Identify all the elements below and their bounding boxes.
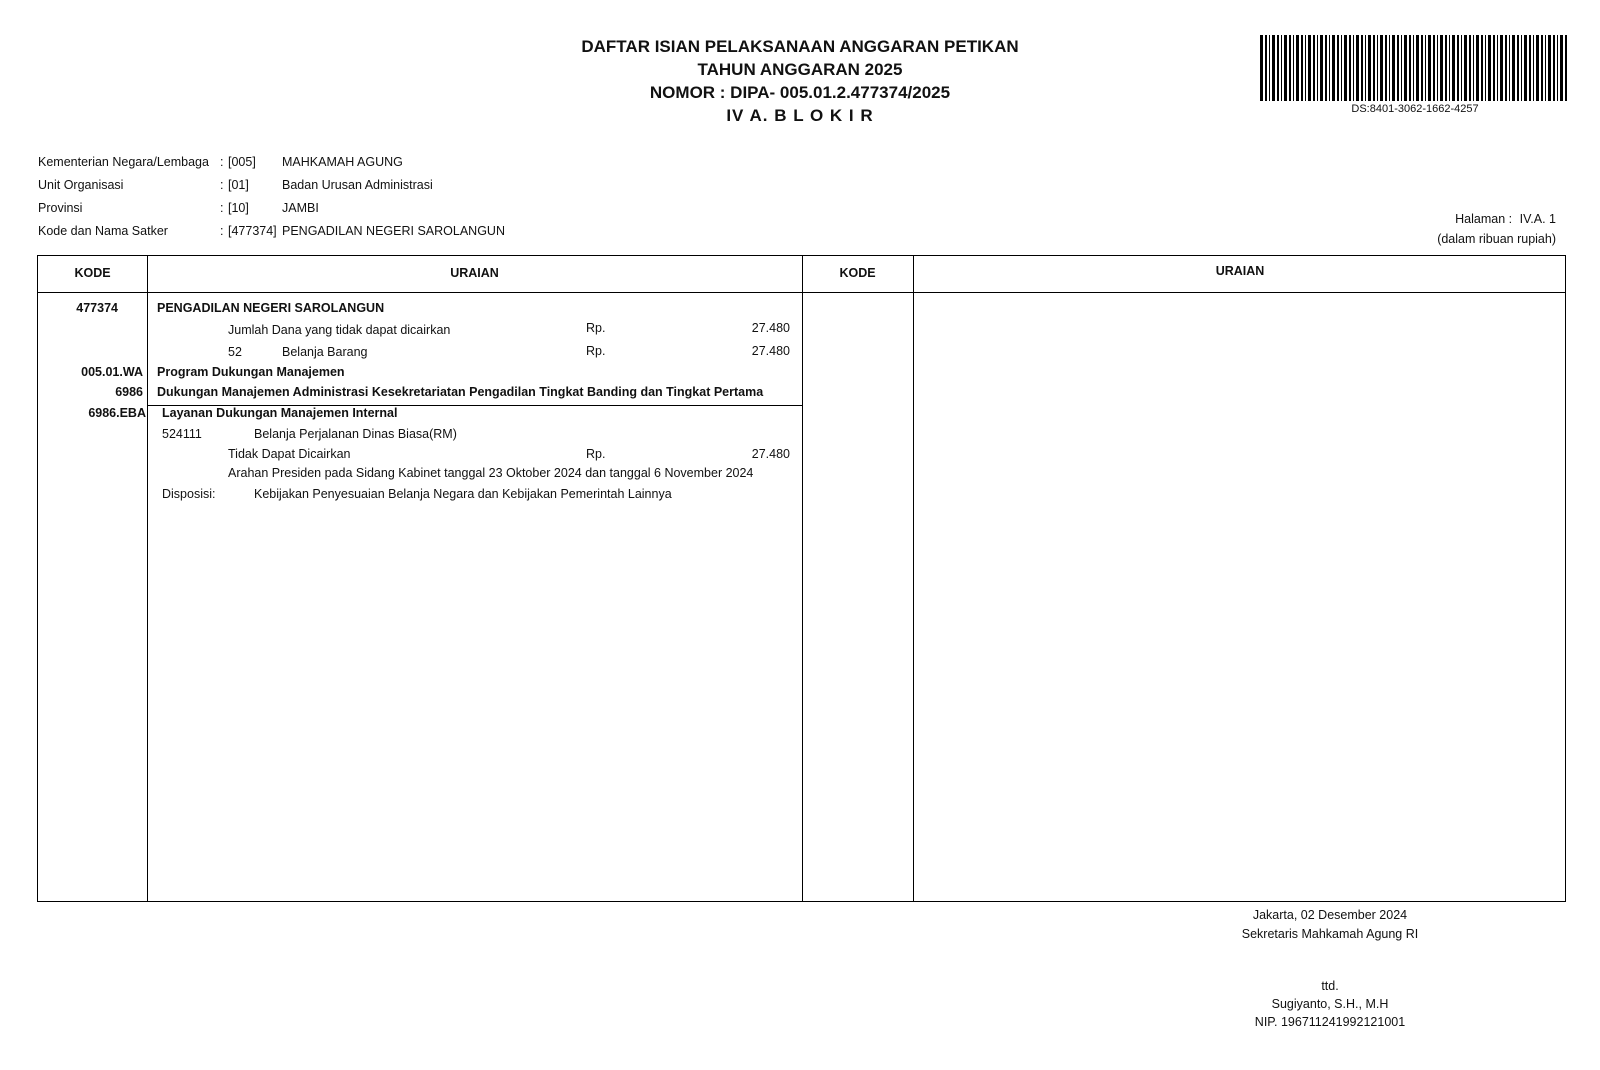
barcode-bar — [1485, 35, 1486, 101]
disposisi-value: Kebijakan Penyesuaian Belanja Negara dan Kebijakan Pemerintah Lainnya — [254, 487, 672, 501]
header-kode-2: KODE — [839, 266, 876, 280]
barcode-caption: DS:8401-3062-1662-4257 — [1351, 103, 1479, 115]
barcode-bar — [1481, 35, 1483, 101]
meta-label: Kementerian Negara/Lembaga — [38, 155, 209, 169]
meta-label: Kode dan Nama Satker — [38, 224, 168, 238]
barcode-bar — [1269, 35, 1270, 101]
barcode-bar — [1349, 35, 1351, 101]
jumlah-label: Jumlah Dana yang tidak dapat dicairkan — [228, 323, 451, 337]
barcode-bar — [1548, 35, 1551, 101]
akun52-currency: Rp. — [586, 344, 606, 358]
meta-row-provinsi — [38, 201, 638, 221]
barcode-bar — [1413, 35, 1414, 101]
barcode-bar — [1476, 35, 1479, 101]
satker-code: 477374 — [76, 301, 118, 315]
barcode-bar — [1289, 35, 1291, 101]
barcode-bar — [1488, 35, 1491, 101]
blokir-table — [37, 255, 1566, 902]
barcode-bar — [1329, 35, 1330, 101]
barcode-bar — [1536, 35, 1539, 101]
barcode-bar — [1389, 35, 1390, 101]
barcode-bar — [1557, 35, 1558, 101]
currency-note: (dalam ribuan rupiah) — [1437, 232, 1556, 246]
program-name: Program Dukungan Manajemen — [157, 365, 345, 379]
barcode-bar — [1325, 35, 1327, 101]
meta-label: Provinsi — [38, 201, 83, 215]
signature-ttd: ttd. — [1321, 979, 1339, 993]
barcode-bar — [1500, 35, 1503, 101]
signature-name: Sugiyanto, S.H., M.H — [1271, 997, 1389, 1011]
barcode-bar — [1397, 35, 1399, 101]
barcode-bar — [1529, 35, 1531, 101]
page-number — [1360, 212, 1556, 226]
blokir-amount: 27.480 — [751, 447, 790, 461]
page-value: IV.A. 1 — [1519, 212, 1556, 226]
meta-code: [477374] — [228, 224, 277, 238]
arahan-text: Arahan Presiden pada Sidang Kabinet tanggal 23 Oktober 2024 dan tanggal 6 November 2024 — [228, 466, 754, 480]
blokir-currency: Rp. — [586, 447, 606, 461]
barcode-bar — [1541, 35, 1543, 101]
barcode-bar — [1265, 35, 1267, 101]
barcode-bar — [1361, 35, 1363, 101]
signature-nip: NIP. 196711241992121001 — [1254, 1015, 1406, 1029]
barcode-bar — [1509, 35, 1510, 101]
barcode-bar — [1380, 35, 1383, 101]
barcode-bar — [1373, 35, 1375, 101]
barcode-bar — [1377, 35, 1378, 101]
meta-row-kementerian — [38, 155, 638, 175]
barcode-bar — [1401, 35, 1402, 101]
barcode-bar — [1545, 35, 1546, 101]
header-uraian: URAIAN — [450, 266, 499, 280]
meta-value: PENGADILAN NEGERI SAROLANGUN — [282, 224, 505, 238]
akun52-label: Belanja Barang — [282, 345, 368, 359]
barcode-bar — [1353, 35, 1354, 101]
barcode-bar — [1497, 35, 1498, 101]
barcode-bar — [1281, 35, 1282, 101]
barcode-bar — [1461, 35, 1462, 101]
barcode-bar — [1565, 35, 1567, 101]
barcode-bar — [1277, 35, 1279, 101]
barcode-bar — [1308, 35, 1311, 101]
jumlah-amount: 27.480 — [751, 321, 790, 335]
blokir-label: Tidak Dapat Dicairkan — [228, 447, 351, 461]
akun-code: 524111 — [162, 427, 202, 441]
document-section: IV A. B L O K I R — [726, 106, 874, 125]
document-title: DAFTAR ISIAN PELAKSANAAN ANGGARAN PETIKAN — [581, 37, 1019, 56]
barcode-bar — [1457, 35, 1459, 101]
barcode-bar — [1428, 35, 1431, 101]
barcode-bar — [1416, 35, 1419, 101]
barcode-bar — [1437, 35, 1438, 101]
barcode-bar — [1433, 35, 1435, 101]
barcode-bar — [1469, 35, 1471, 101]
kegiatan-code: 6986 — [115, 385, 143, 399]
barcode-bar — [1425, 35, 1426, 101]
meta-code: [005] — [228, 155, 256, 169]
document-number: NOMOR : DIPA- 005.01.2.477374/2025 — [649, 83, 951, 102]
barcode-bar — [1356, 35, 1359, 101]
meta-row-unit — [38, 178, 638, 198]
meta-value: Badan Urusan Administrasi — [282, 178, 433, 192]
barcode-bar — [1533, 35, 1534, 101]
barcode-bar — [1284, 35, 1287, 101]
barcode-bar — [1332, 35, 1335, 101]
barcode-bar — [1553, 35, 1555, 101]
barcode-bar — [1524, 35, 1527, 101]
barcode-bar — [1337, 35, 1339, 101]
meta-label: Unit Organisasi — [38, 178, 124, 192]
barcode-bar — [1293, 35, 1294, 101]
barcode-bar — [1260, 35, 1263, 101]
barcode-bar — [1313, 35, 1315, 101]
barcode-bar — [1464, 35, 1467, 101]
barcode-bar — [1512, 35, 1515, 101]
signature-position: Sekretaris Mahkamah Agung RI — [1241, 927, 1419, 941]
akun-name: Belanja Perjalanan Dinas Biasa(RM) — [254, 427, 457, 441]
barcode-bar — [1521, 35, 1522, 101]
kegiatan-name: Dukungan Manajemen Administrasi Kesekretariatan Pengadilan Tingkat Banding dan Tingkat Pertama — [157, 385, 764, 399]
satker-name: PENGADILAN NEGERI SAROLANGUN — [157, 301, 385, 315]
barcode-bar — [1392, 35, 1395, 101]
jumlah-currency: Rp. — [586, 321, 606, 335]
barcode-bar — [1409, 35, 1411, 101]
barcode-bar — [1365, 35, 1366, 101]
output-name: Layanan Dukungan Manajemen Internal — [162, 406, 398, 420]
barcode-bar — [1305, 35, 1306, 101]
barcode-bar — [1368, 35, 1371, 101]
meta-value: JAMBI — [282, 201, 319, 215]
barcode-bar — [1320, 35, 1323, 101]
barcode-bar — [1473, 35, 1474, 101]
barcode-bar — [1449, 35, 1450, 101]
barcode-bar — [1421, 35, 1423, 101]
meta-sep: : — [220, 224, 224, 238]
barcode-bar — [1341, 35, 1342, 101]
barcode-bar — [1452, 35, 1455, 101]
header-kode: KODE — [74, 266, 111, 280]
barcode-bar — [1344, 35, 1347, 101]
barcode-bar — [1272, 35, 1275, 101]
akun52-code: 52 — [228, 345, 242, 359]
program-code: 005.01.WA — [81, 365, 143, 379]
barcode-bar — [1385, 35, 1387, 101]
barcode-bar — [1317, 35, 1318, 101]
barcode-bar — [1493, 35, 1495, 101]
signature-place-date: Jakarta, 02 Desember 2024 — [1252, 908, 1408, 922]
barcode-bar — [1296, 35, 1299, 101]
barcode-bar — [1440, 35, 1443, 101]
barcode-image — [1260, 35, 1570, 101]
meta-code: [01] — [228, 178, 249, 192]
document-year: TAHUN ANGGARAN 2025 — [697, 60, 903, 79]
meta-row-satker — [38, 224, 638, 244]
header-uraian-2: URAIAN — [1215, 264, 1265, 278]
output-code: 6986.EBA — [88, 406, 146, 420]
meta-code: [10] — [228, 201, 249, 215]
akun52-amount: 27.480 — [751, 344, 790, 358]
barcode-bar — [1517, 35, 1519, 101]
disposisi-label: Disposisi: — [162, 487, 216, 501]
barcode-bar — [1505, 35, 1507, 101]
meta-sep: : — [220, 201, 224, 215]
barcode-bar — [1404, 35, 1407, 101]
meta-sep: : — [220, 178, 224, 192]
barcode-bar — [1445, 35, 1447, 101]
page-label: Halaman : — [1455, 212, 1513, 226]
meta-value: MAHKAMAH AGUNG — [282, 155, 403, 169]
meta-sep: : — [220, 155, 224, 169]
barcode-bar — [1301, 35, 1303, 101]
barcode-bar — [1560, 35, 1563, 101]
